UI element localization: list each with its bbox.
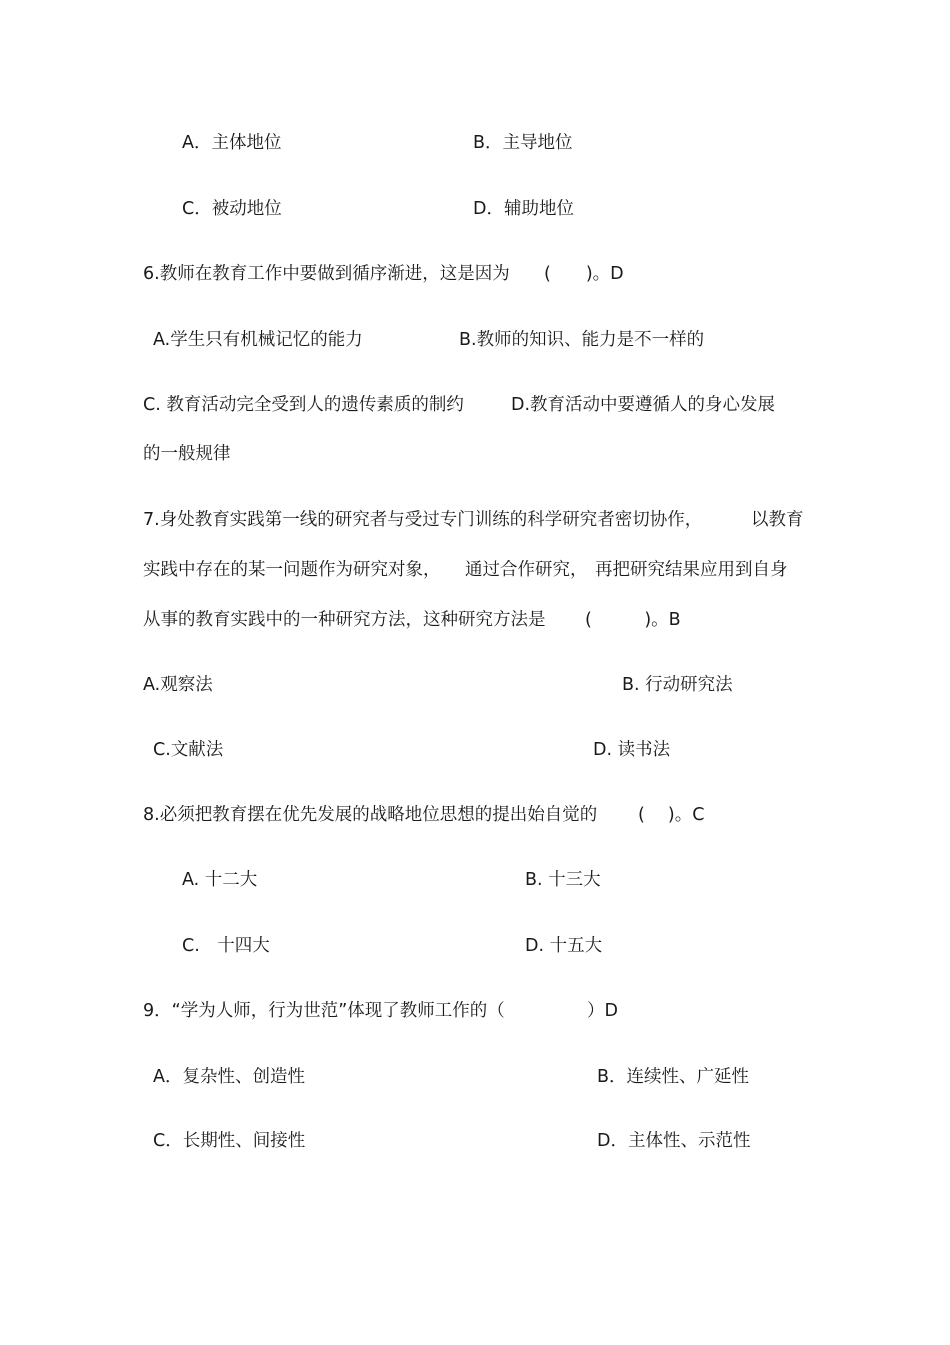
q7-answer-blank: ( )。B [585, 610, 681, 630]
q7-option-d: D. 读书法 [593, 740, 671, 760]
q8-option-d: D. 十五大 [525, 936, 603, 956]
q8-option-c: C. 十四大 [182, 936, 270, 956]
q8-option-b: B. 十三大 [525, 870, 601, 890]
q7-stem-line2: 实践中存在的某一问题作为研究对象， [143, 560, 441, 580]
q5-option-d: D．辅助地位 [473, 199, 574, 219]
q7-option-a: A.观察法 [143, 675, 213, 695]
q7-stem-line1: 7.身处教育实践第一线的研究者与受过专门训练的科学研究者密切协作， [143, 510, 703, 530]
q7-stem-line3: 从事的教育实践中的一种研究方法，这种研究方法是 [143, 610, 546, 630]
q8-answer-blank: ( )。C [638, 805, 705, 825]
q7-stem-line2-end: 再把研究结果应用到自身 [595, 560, 788, 580]
q6-option-b: B.教师的知识、能力是不一样的 [459, 330, 705, 350]
q9-stem: 9．“学为人师，行为世范”体现了教师工作的（ [143, 1001, 505, 1021]
q9-option-c: C．长期性、间接性 [153, 1131, 306, 1151]
q5-option-a: A．主体地位 [182, 133, 282, 153]
q9-answer-blank: ）D [587, 1001, 618, 1021]
q5-option-b: B．主导地位 [473, 133, 573, 153]
q6-answer-blank: ( )。D [544, 264, 624, 284]
q5-option-c: C．被动地位 [182, 199, 282, 219]
q6-option-d: D.教育活动中要遵循人的身心发展 [511, 395, 776, 415]
q7-stem-line2-mid: 通过合作研究， [465, 560, 588, 580]
q7-option-c: C.文献法 [153, 740, 224, 760]
q7-option-b: B. 行动研究法 [622, 675, 733, 695]
q8-stem: 8.必须把教育摆在优先发展的战略地位思想的提出始自觉的 [143, 805, 598, 825]
q7-stem-line1-end: 以教育 [751, 510, 804, 530]
q9-option-d: D．主体性、示范性 [597, 1131, 751, 1151]
q9-option-a: A．复杂性、创造性 [153, 1067, 305, 1087]
q6-option-d-continuation: 的一般规律 [143, 444, 231, 464]
q6-option-a: A.学生只有机械记忆的能力 [153, 330, 363, 350]
q8-option-a: A. 十二大 [182, 870, 258, 890]
q6-stem: 6.教师在教育工作中要做到循序渐进，这是因为 [143, 264, 510, 284]
q9-option-b: B．连续性、广延性 [597, 1067, 750, 1087]
q6-option-c: C. 教育活动完全受到人的遗传素质的制约 [143, 395, 464, 415]
